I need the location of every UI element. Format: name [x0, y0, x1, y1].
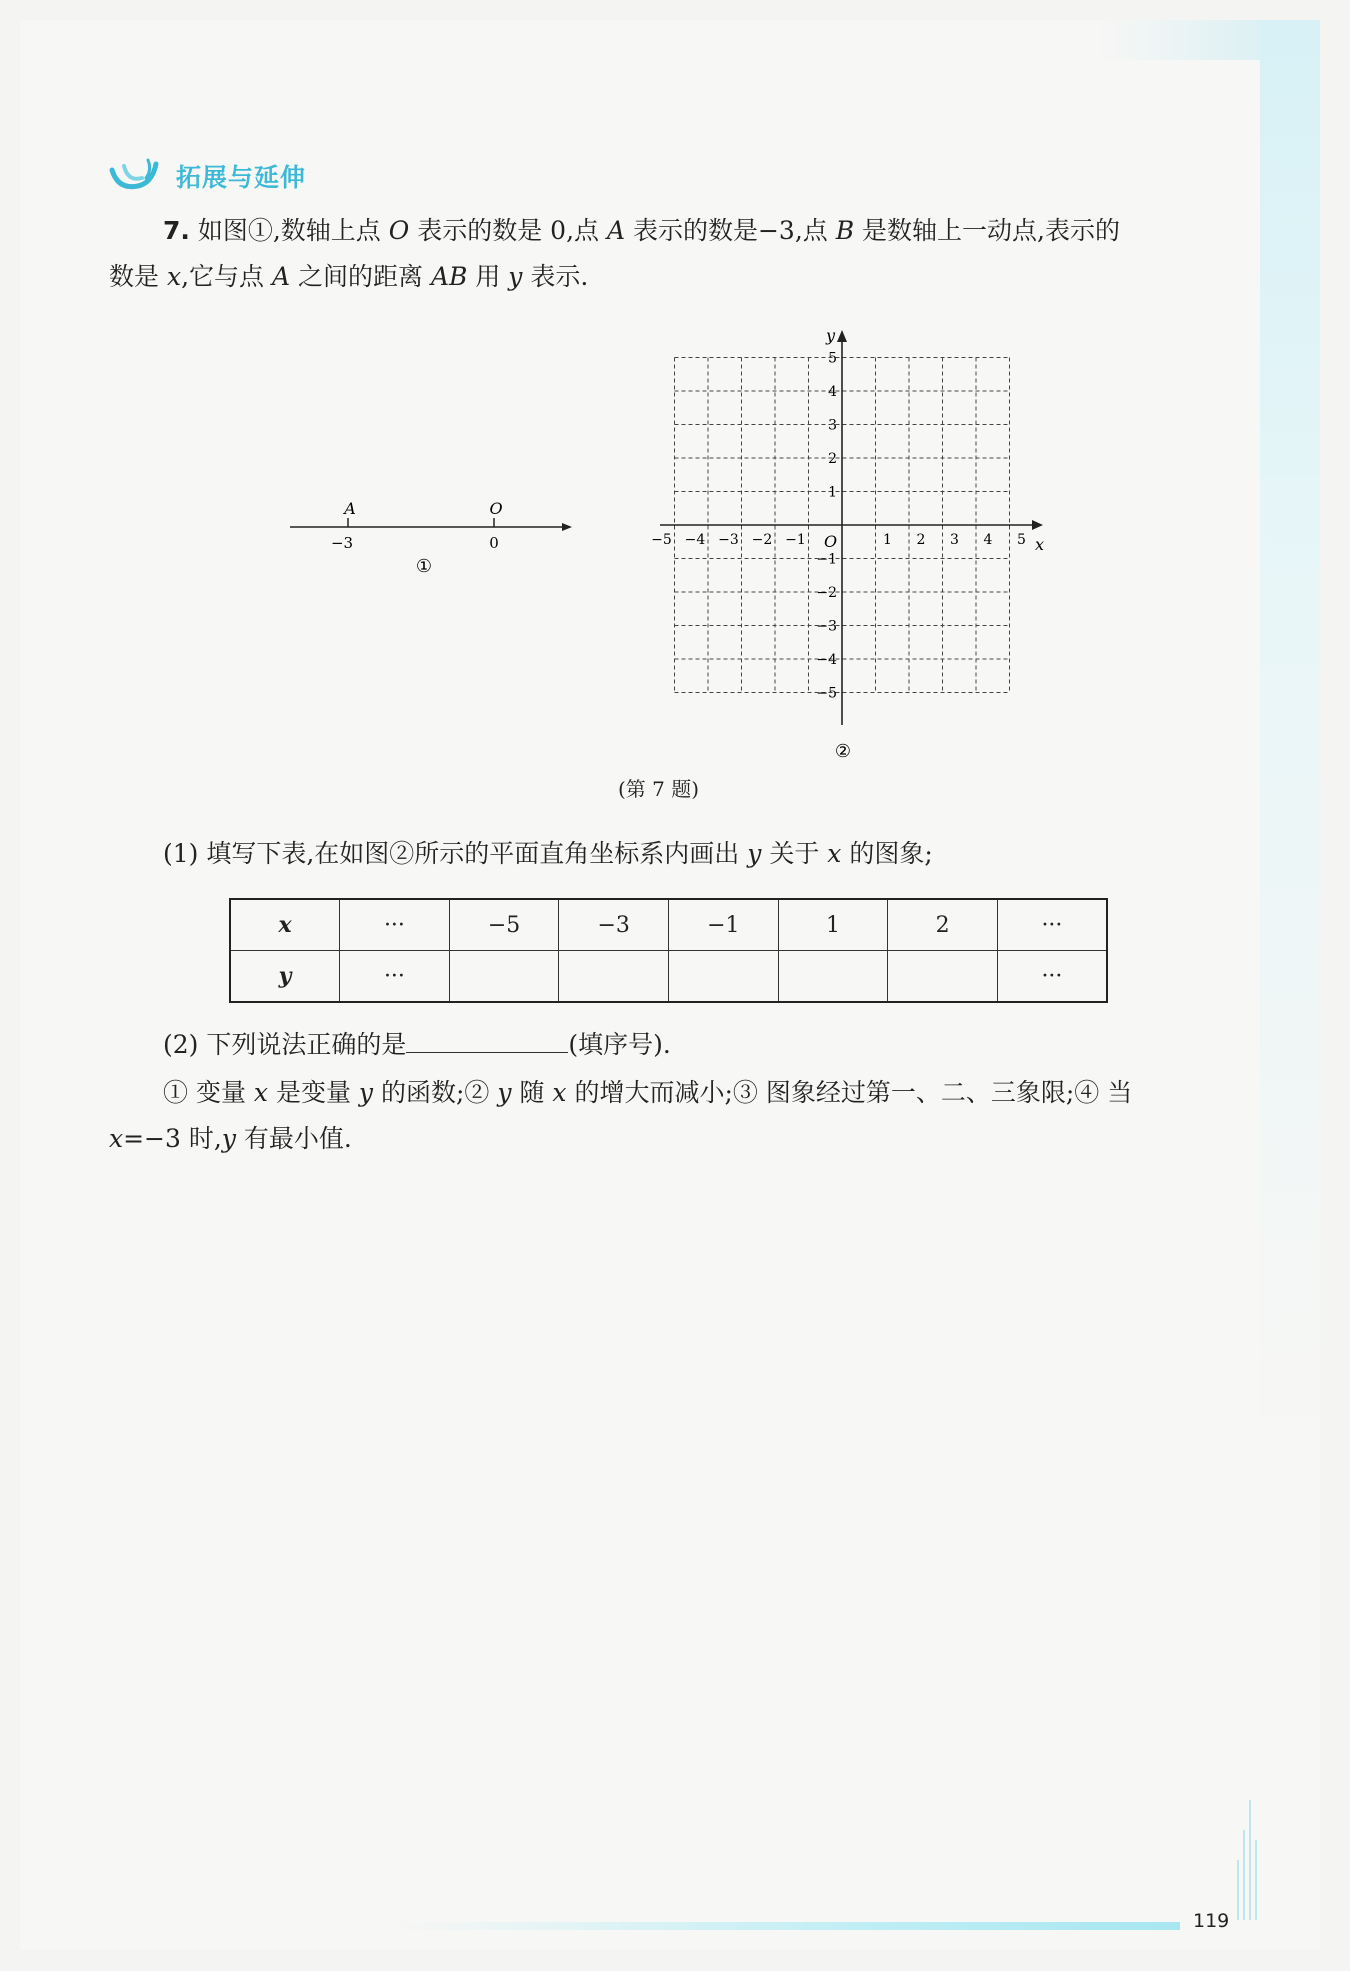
- values-table: [229, 898, 1108, 1003]
- figure-1-label: ①: [415, 556, 433, 577]
- side-lines-decoration: [1235, 1800, 1265, 1920]
- options-line-2: x=−3 时,y 有最小值.: [109, 1124, 352, 1153]
- table-cell: 1: [778, 899, 888, 951]
- x-tick-label: 2: [916, 532, 926, 548]
- table-cell: ···: [340, 899, 450, 951]
- table-cell: −1: [669, 899, 779, 951]
- y-tick-label: −4: [816, 652, 837, 668]
- y-tick-labels: [816, 351, 837, 702]
- table-input-cell[interactable]: [449, 951, 559, 1003]
- page-number: 119: [1193, 1910, 1230, 1932]
- y-tick-label: 1: [828, 484, 837, 501]
- y-tick-label: −5: [816, 685, 837, 702]
- x-axis-arrow: [1032, 520, 1043, 530]
- answer-blank[interactable]: [406, 1022, 568, 1053]
- side-decoration: [1260, 20, 1320, 1440]
- footer-bar: [400, 1922, 1180, 1930]
- origin-label: O: [824, 532, 838, 551]
- tick-label-o: 0: [489, 534, 499, 552]
- point-o-label: O: [489, 499, 503, 518]
- y-tick-label: −1: [816, 551, 837, 568]
- section-title: 拓展与延伸: [176, 163, 307, 192]
- y-tick-label: 3: [828, 417, 837, 434]
- x-tick-label: −4: [684, 532, 706, 548]
- problem-line-1: 7. 如图①,数轴上点 O 表示的数是 0,点 A 表示的数是−3,点 B 是数轴上一动点,表示的: [163, 216, 1121, 245]
- table-cell: ···: [997, 951, 1107, 1003]
- section-header: [108, 155, 306, 197]
- point-a-label: A: [344, 499, 356, 518]
- table-input-cell[interactable]: [669, 951, 779, 1003]
- figure-2-coordinate-grid: [640, 320, 1060, 770]
- figure-2-label: ②: [834, 741, 852, 762]
- table-row-x: [230, 899, 1107, 951]
- table-cell: ···: [340, 951, 450, 1003]
- x-tick-labels: [651, 532, 1026, 548]
- table-cell: −5: [449, 899, 559, 951]
- x-axis-label: x: [1035, 535, 1045, 554]
- x-tick-label: −1: [785, 532, 806, 548]
- y-tick-label: −3: [816, 618, 837, 635]
- table-input-cell[interactable]: [559, 951, 669, 1003]
- x-tick-label: −5: [651, 532, 672, 548]
- part-1-text: (1) 填写下表,在如图②所示的平面直角坐标系内画出 y 关于 x 的图象;: [163, 839, 933, 868]
- x-tick-label: 4: [983, 532, 993, 548]
- problem-line-2: 数是 x,它与点 A 之间的距离 AB 用 y 表示.: [109, 262, 589, 291]
- options-line-1: ① 变量 x 是变量 y 的函数;② y 随 x 的增大而减小;③ 图象经过第一、二、三象限;④ 当: [163, 1078, 1133, 1107]
- figure-caption: (第 7 题): [618, 777, 700, 801]
- table-cell: −3: [559, 899, 669, 951]
- table-header-y: y: [230, 951, 340, 1003]
- y-tick-label: −2: [816, 585, 837, 601]
- x-tick-label: −2: [751, 532, 773, 548]
- table-input-cell[interactable]: [888, 951, 998, 1003]
- x-tick-label: 3: [950, 532, 959, 548]
- y-tick-label: 2: [828, 451, 837, 467]
- figure-1-number-line: [280, 490, 600, 590]
- tick-label-a: −3: [330, 534, 354, 552]
- y-tick-label: 5: [828, 350, 837, 367]
- y-axis-arrow: [837, 330, 847, 342]
- table-cell: 2: [888, 899, 998, 951]
- x-tick-label: 1: [883, 532, 892, 548]
- x-tick-label: 5: [1017, 532, 1026, 548]
- y-axis-label: y: [826, 326, 836, 345]
- wave-swoosh-icon: [108, 156, 164, 196]
- table-header-x: x: [230, 899, 340, 951]
- problem-number: 7.: [163, 216, 190, 245]
- x-tick-label: −3: [718, 532, 739, 548]
- table-input-cell[interactable]: [778, 951, 888, 1003]
- y-tick-label: 4: [828, 384, 837, 400]
- table-cell: ···: [997, 899, 1107, 951]
- table-row-y: [230, 951, 1107, 1003]
- part-2-text: (2) 下列说法正确的是 (填序号).: [163, 1021, 671, 1069]
